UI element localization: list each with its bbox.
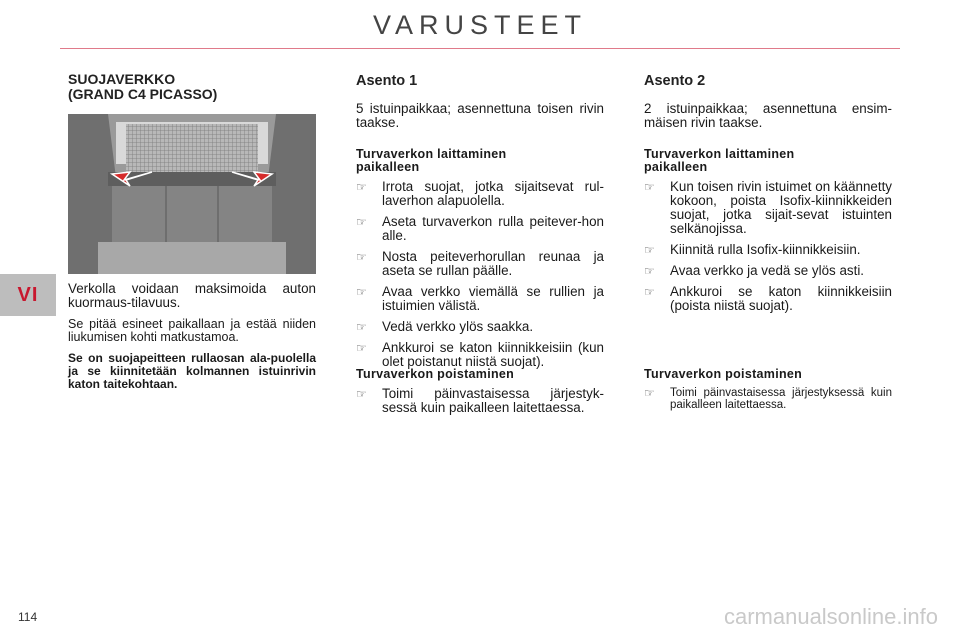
step-text: Kun toisen rivin istuimet on käännetty kokoon, poista Isofix-kiinnikkeiden suojat, jotka sijait-sevat istuinten selkänojissa. [670,179,892,236]
step-text: Ankkuroi se katon kiinnikkeisiin (kun olet poistanut niistä suojat). [382,340,604,369]
column-safety-net [68,72,316,391]
list-item [356,285,604,313]
page-title: VARUSTEET [372,10,588,40]
chapter-tab [0,274,56,316]
column-position-2 [644,72,892,320]
column-position-1 [356,72,604,376]
list-item [644,285,892,313]
pointing-hand-icon: ☞ [644,243,655,257]
cargo-net-illustration [68,114,316,274]
pointing-hand-icon: ☞ [356,341,367,355]
pointing-hand-icon: ☞ [644,386,655,400]
list-item [644,264,892,278]
list-item [356,250,604,278]
install-title [356,148,604,174]
step-text: Kiinnitä rulla Isofix-kiinnikkeisiin. [670,242,861,257]
install-title-line2: paikalleen [644,160,708,174]
paragraph-capacity: Verkolla voidaan maksimoida auton kuormaus-tilavuus. [68,281,316,310]
paragraph-holds-objects: Se pitää esineet paikallaan ja estää niiden liukumisen kohti matkustamoa. [68,317,316,344]
header-divider [60,48,900,49]
section-title-line2: (GRAND C4 PICASSO) [68,86,218,102]
step-text: Toimi päinvastaisessa järjestyk-sessä kuin paikalleen laitettaessa. [382,386,604,415]
list-item [644,180,892,236]
install-title-line1: Turvaverkon laittaminen [356,147,507,161]
pointing-hand-icon: ☞ [356,180,367,194]
pointing-hand-icon: ☞ [356,250,367,264]
chapter-tab-label: VI [17,283,39,306]
step-text: Nosta peiteverhorullan reunaa ja aseta se rullan päälle. [382,249,604,278]
list-item [356,180,604,208]
pointing-hand-icon: ☞ [644,285,655,299]
position-2-intro: 2 istuinpaikkaa; asennettuna ensim-mäisen rivin taakse. [644,101,892,130]
page-number: 114 [18,610,38,624]
list-item [356,387,604,415]
pointing-hand-icon: ☞ [356,215,367,229]
step-text: Avaa verkko ja vedä se ylös asti. [670,263,865,278]
install-steps [356,180,604,369]
list-item [644,387,892,411]
watermark: carmanualsonline.info [723,604,938,629]
cargo-net-photo [68,114,316,274]
install-steps [644,180,892,313]
position-1-removal [356,368,604,422]
step-text: Ankkuroi se katon kiinnikkeisiin (poista niistä suojat). [670,284,892,313]
remove-title: Turvaverkon poistaminen [644,367,803,381]
paragraph-location-note: Se on suojapeitteen rullaosan ala-puolella ja se kiinnitetään kolmannen istuinrivin katon taitekohtaan. [68,351,316,391]
remove-title: Turvaverkon poistaminen [356,367,515,381]
pointing-hand-icon: ☞ [356,387,367,401]
remove-steps [356,387,604,415]
step-text: Vedä verkko ylös saakka. [382,319,534,334]
list-item [356,215,604,243]
position-1-intro: 5 istuinpaikkaa; asennettuna toisen rivin taakse. [356,101,604,130]
section-title-line1: SUOJAVERKKO [68,71,176,87]
list-item [356,320,604,334]
pointing-hand-icon: ☞ [356,320,367,334]
install-title-line2: paikalleen [356,160,420,174]
section-title [68,72,316,102]
install-title-line1: Turvaverkon laittaminen [644,147,795,161]
pointing-hand-icon: ☞ [644,264,655,278]
list-item [356,341,604,369]
position-2-title: Asento 2 [644,73,706,89]
position-2-removal [644,368,892,418]
remove-steps [644,387,892,411]
step-text: Aseta turvaverkon rulla peitever-hon alle. [382,214,604,243]
step-text: Avaa verkko viemällä se rullien ja istuimien välistä. [382,284,604,313]
step-text: Toimi päinvastaisessa järjestyksessä kuin paikalleen laitettaessa. [670,387,892,411]
position-1-title: Asento 1 [356,73,418,89]
step-text: Irrota suojat, jotka sijaitsevat rul-laverhon alapuolella. [382,179,604,208]
pointing-hand-icon: ☞ [356,285,367,299]
install-title [644,148,892,174]
pointing-hand-icon: ☞ [644,180,655,194]
list-item [644,243,892,257]
